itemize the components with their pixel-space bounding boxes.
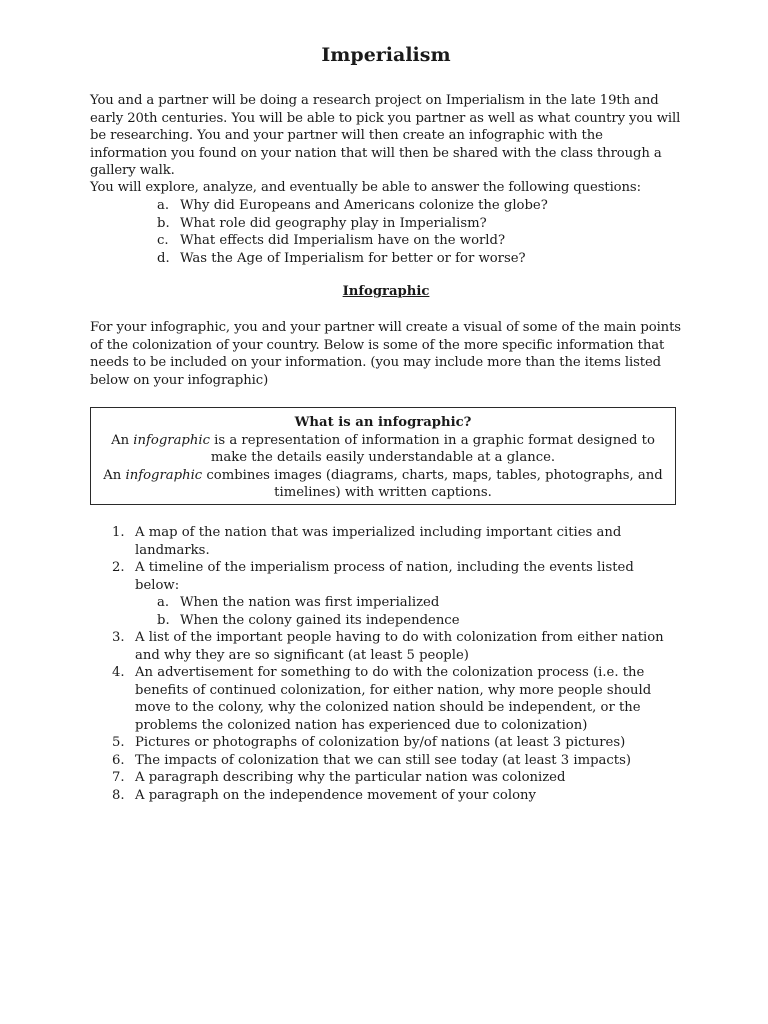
list-item [90, 734, 682, 752]
intro-paragraph: You and a partner will be doing a research project on Imperialism in the late 19th and early 20th centuries. You will be able to pick you partner as well as what country you will be researching. You and your partner will then create an infographic with the information you found on your nation that will then be shared with the class through a gallery walk. [90, 93, 681, 178]
explore-intro: You will explore, analyze, and eventually be able to answer the following questions: [90, 180, 641, 195]
list-item [90, 629, 682, 664]
list-item-text: What effects did Imperialism have on the world? [180, 233, 506, 248]
list-item-text: Pictures or photographs of colonization by/of nations (at least 3 pictures) [135, 735, 626, 750]
page-title: Imperialism [321, 44, 451, 66]
list-item [90, 787, 682, 805]
list-item-text: The impacts of colonization that we can still see today (at least 3 impacts) [135, 752, 631, 768]
infographic-intro: For your infographic, you and your partner will create a visual of some of the main points of the colonization of your country. Below is some of the more specific information that needs to be included on your information. (you may include more than the items listed below on your infographic) [90, 320, 681, 388]
list-marker: 6. [112, 752, 125, 768]
list-item-text: A paragraph on the independence movement of your colony [135, 787, 536, 803]
list-marker: a. [157, 595, 170, 610]
list-item [90, 524, 682, 559]
list-item [90, 664, 682, 734]
list-marker: 2. [112, 560, 125, 575]
box-definition-line [91, 432, 675, 467]
list-item [90, 215, 682, 233]
list-item-text: Was the Age of Imperialism for better or for worse? [180, 250, 526, 266]
list-item [90, 232, 682, 250]
list-marker: 7. [112, 770, 125, 785]
list-item-text: A timeline of the imperialism process of nation, including the events listed below: [135, 560, 634, 593]
box-text: is a representation of information in a graphic format designed to make the details easily understandable at a glance. [209, 432, 655, 465]
list-item-text: When the colony gained its independence [180, 612, 460, 628]
list-marker: b. [157, 612, 170, 628]
list-item [90, 769, 682, 787]
list-marker: d. [157, 250, 170, 266]
list-item-text: A map of the nation that was imperialized including important cities and landmarks. [135, 525, 622, 558]
list-marker: 4. [112, 665, 125, 680]
box-text: combines images (diagrams, charts, maps, tables, photographs, and timelines) with written captions. [202, 467, 663, 500]
list-marker: 1. [112, 525, 125, 540]
questions-list [90, 197, 682, 267]
list-marker: 8. [112, 787, 125, 803]
list-item [135, 594, 682, 612]
list-item [135, 612, 682, 630]
box-emphasis: infographic [125, 467, 203, 483]
list-item-text: When the nation was first imperialized [180, 595, 440, 610]
list-item [90, 197, 682, 215]
box-definition-line [91, 467, 675, 502]
list-marker: 5. [112, 735, 125, 750]
list-item-text: An advertisement for something to do with the colonization process (i.e. the benefits of continued colonization, for either nation, why more people should move to the colony, why the colonized nation should be independent, or the problems the colonized nation has experienced due to colonization) [135, 665, 652, 733]
list-item-text: A paragraph describing why the particular nation was colonized [135, 770, 566, 785]
list-item-text: What role did geography play in Imperialism? [180, 215, 487, 231]
list-item-text: A list of the important people having to do with colonization from either nation and why they are so significant (at least 5 people) [135, 630, 664, 663]
list-item [90, 752, 682, 770]
requirements-list [90, 524, 682, 804]
list-item-text: Why did Europeans and Americans colonize the globe? [180, 198, 548, 213]
box-title: What is an infographic? [294, 415, 472, 430]
list-marker: c. [157, 233, 169, 248]
box-text: An [111, 432, 134, 448]
list-item [90, 250, 682, 268]
list-marker: b. [157, 215, 170, 231]
box-text: An [103, 467, 126, 483]
infographic-definition-box [90, 407, 676, 505]
list-marker: 3. [112, 630, 125, 645]
list-item [90, 559, 682, 629]
infographic-heading: Infographic [342, 284, 430, 299]
timeline-sublist [135, 594, 682, 629]
list-marker: a. [157, 198, 170, 213]
box-emphasis: infographic [133, 432, 210, 448]
